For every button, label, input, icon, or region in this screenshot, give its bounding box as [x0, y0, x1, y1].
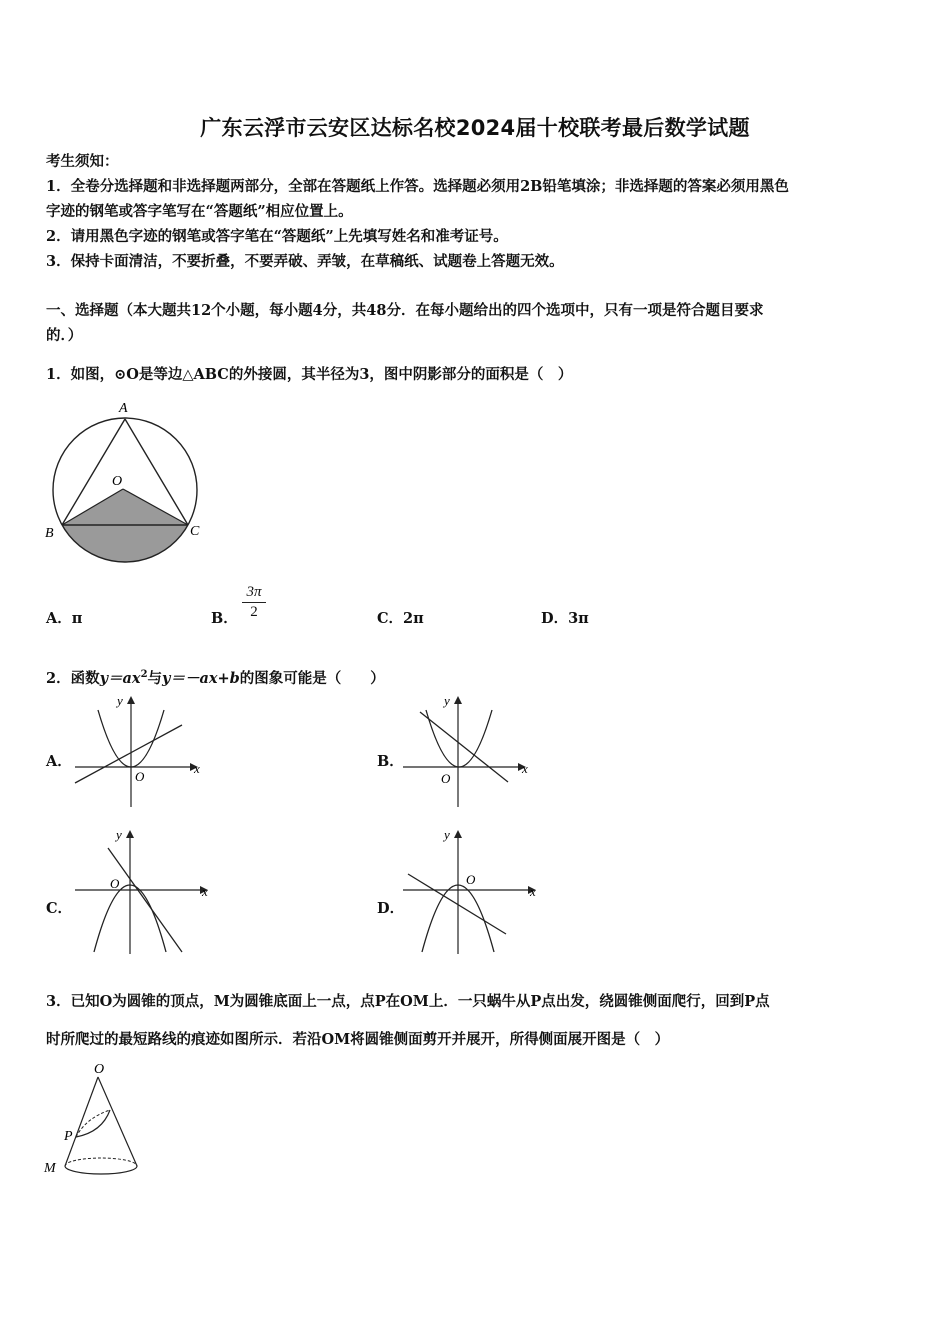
q2-stem-post: 的图象可能是（ ） [239, 669, 385, 687]
q2-func-2: y＝－ax+b [162, 669, 240, 687]
question-3-stem-line1: 3．已知O为圆锥的顶点，M为圆锥底面上一点，点P在OM上．一只蜗牛从P点出发，绕圆锥侧面爬行，回到P点 [46, 993, 770, 1010]
label-a: A [119, 401, 128, 416]
fraction-numerator: 3π [246, 584, 262, 600]
option-a-value: π [71, 610, 83, 627]
b-y-label: y [444, 693, 450, 708]
graph-option-b[interactable] [398, 690, 538, 810]
d-x-label: x [530, 884, 536, 899]
graph-option-d[interactable] [398, 822, 548, 962]
option-c-letter: C． [377, 610, 404, 627]
option-c-value: 2π [403, 610, 424, 627]
page-title: 广东云浮市云安区达标名校2024届十校联考最后数学试题 [200, 116, 750, 140]
option-c[interactable] [377, 607, 424, 628]
c-origin-label: O [110, 876, 120, 891]
a-origin-label: O [135, 769, 145, 784]
notice-item-1-cont: 字迹的钢笔或答字笔写在“答题纸”相应位置上。 [46, 203, 353, 220]
q2-option-d-label[interactable]: D． [377, 900, 405, 917]
q2-exponent: 2 [140, 669, 148, 680]
d-origin-label: O [466, 872, 476, 887]
option-b[interactable] [211, 607, 238, 628]
b-origin-label: O [441, 771, 451, 786]
option-a-letter: A． [46, 610, 72, 627]
graph-option-a[interactable] [70, 690, 210, 810]
q2-option-b-label[interactable]: B． [377, 753, 404, 770]
b-x-label: x [522, 761, 528, 776]
q2-stem-pre: 2．函数 [46, 669, 100, 687]
option-a[interactable] [46, 607, 82, 628]
option-b-letter: B． [211, 610, 238, 627]
q2-option-c-label[interactable]: C． [46, 900, 73, 917]
option-d[interactable] [541, 607, 589, 628]
cone-label-o: O [94, 1062, 105, 1077]
option-b-fraction [240, 583, 268, 621]
d-y-label: y [444, 827, 450, 842]
circle-triangle-figure [40, 395, 220, 575]
notice-item-2: 2．请用黑色字迹的钢笔或答字笔在“答题纸”上先填写姓名和准考证号。 [46, 228, 508, 245]
q2-func-1: y＝ax [99, 669, 141, 687]
cone-figure [40, 1060, 160, 1185]
fraction-denominator: 2 [250, 604, 258, 620]
c-x-label: x [202, 884, 208, 899]
cone-base-back [65, 1158, 137, 1166]
question-2-stem [46, 665, 385, 689]
cone-label-m: M [44, 1161, 56, 1176]
graph-option-c[interactable] [70, 822, 220, 962]
label-o: O [112, 474, 123, 489]
a-x-label: x [194, 761, 200, 776]
question-1-stem: 1．如图，⊙O是等边△ABC的外接圆，其半径为3，图中阴影部分的面积是（ ） [46, 366, 573, 383]
question-3-stem-line2: 时所爬过的最短路线的痕迹如图所示．若沿OM将圆锥侧面剪开并展开，所得侧面展开图是（ ） [46, 1031, 670, 1048]
a-y-label: y [117, 693, 123, 708]
cone-base-front [65, 1166, 137, 1174]
section-heading: 一、选择题（本大题共12个小题，每小题4分，共48分．在每小题给出的四个选项中，只有一项是符合题目要求 [46, 302, 764, 319]
q2-stem-mid: 与 [147, 669, 163, 687]
notice-item-1: 1．全卷分选择题和非选择题两部分，全部在答题纸上作答。选择题必须用2B铅笔填涂；非选择题的答案必须用黑色 [46, 178, 789, 195]
q2-option-a-label[interactable]: A． [46, 753, 72, 770]
section-heading-cont: 的．） [46, 327, 83, 344]
option-d-value: 3π [568, 610, 589, 627]
option-d-letter: D． [541, 610, 569, 627]
cone-left-edge [65, 1077, 98, 1166]
c-y-label: y [116, 827, 122, 842]
notice-heading: 考生须知： [46, 153, 119, 170]
label-b: B [45, 526, 54, 541]
label-c: C [190, 524, 200, 539]
cone-label-p: P [64, 1129, 73, 1144]
notice-item-3: 3．保持卡面清洁，不要折叠，不要弄破、弄皱，在草稿纸、试题卷上答题无效。 [46, 253, 564, 270]
